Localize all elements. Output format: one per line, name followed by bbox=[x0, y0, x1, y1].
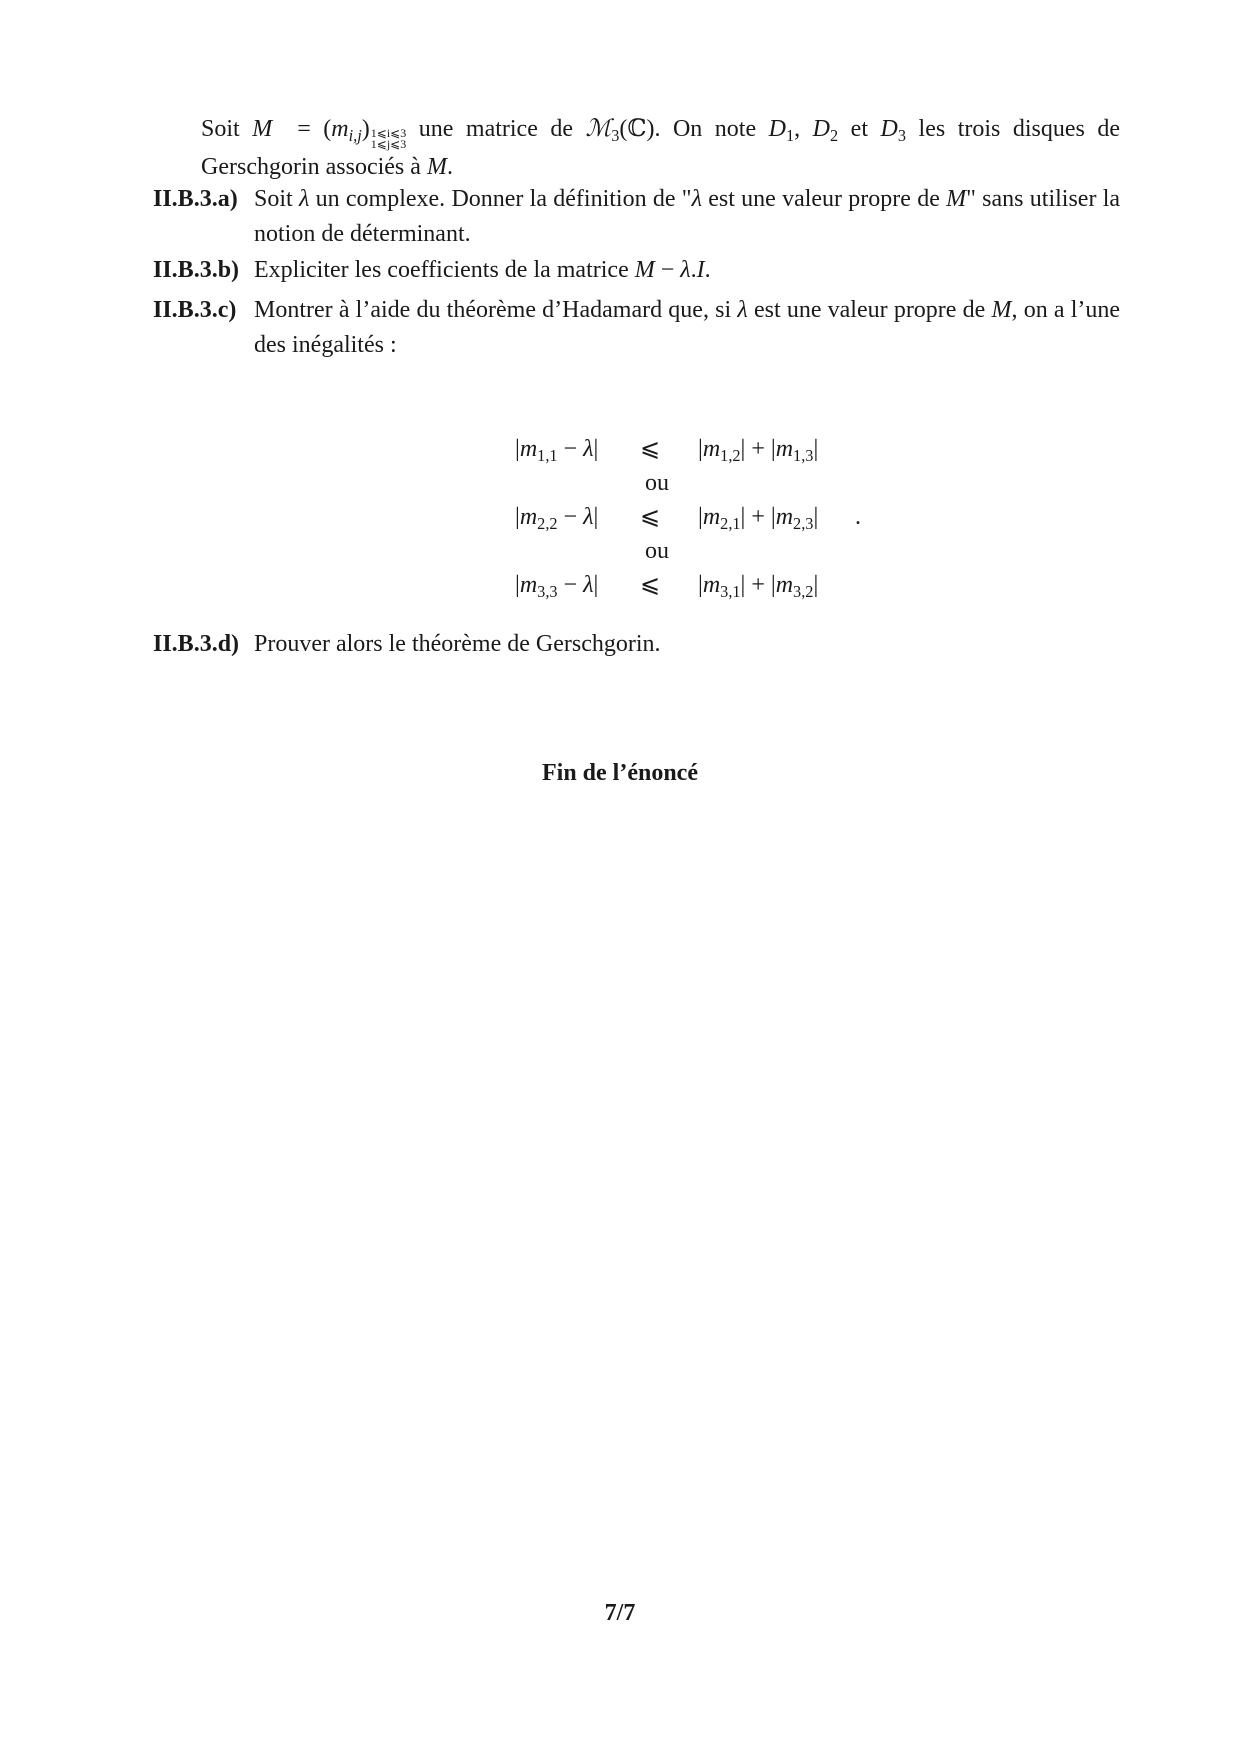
separator-ou-1: ou bbox=[645, 470, 669, 496]
question-d-label: II.B.3.d) bbox=[153, 631, 240, 657]
exam-page: Soit $M = (m_{i,j})$ 1⩽i⩽3 1⩽j⩽3 une matrice de ℳ$_3$(ℂ). On note $D_1$, $D_2$ et $D_3$ les trois disques de Gerschgorin associés à M. II.B.3.a) Soit λ un complexe. Donner la définition de "λ est une valeur propre de M" sans utiliser la notion de déterminant. II.B.3.b) Expliciter les coefficients de la matrice M − λ.I. II.B.3.c) Montrer à l’aide du théorème d’Hadamard que, si λ est une valeur propre de M, on a l’une des inégalités : $|m_{1,1} - \lambda|$ ⩽ $|m_{1,2}| + |m_{1,3}|$ ou $|m_{2,2} - \lambda|$ ⩽ $|m_{2,1}| + |m_{2,3}|$ . ou $|m_{3,3} - \lambda|$ ⩽ $|m_{3,1}| + |m_{3,2}|$ II.B.3.d) Prouver alors le théorème de Gerschgorin. Fin de l’énoncé 7/7 bbox=[0, 0, 1240, 1754]
question-a bbox=[153, 182, 1120, 252]
question-b bbox=[153, 253, 1120, 288]
page-number: 7/7 bbox=[604, 1600, 636, 1626]
intro-text-1: Soit bbox=[201, 116, 240, 142]
intro-text-4: et bbox=[850, 116, 868, 142]
intro-text-3: . On note bbox=[654, 116, 757, 142]
intro-text-2: une matrice de bbox=[418, 116, 574, 142]
math-M: M bbox=[252, 116, 273, 142]
question-a-text: Soit λ un complexe. Donner la définition de "λ est une valeur propre de M" sans utiliser la notion de déterminant. bbox=[254, 186, 1121, 247]
separator-ou-2: ou bbox=[645, 538, 669, 564]
question-d bbox=[153, 627, 1120, 662]
question-d-text: Prouver alors le théorème de Gerschgorin. bbox=[254, 631, 661, 657]
question-c-text: Montrer à l’aide du théorème d’Hadamard que, si λ est une valeur propre de M, on a l’une des inégalités : bbox=[254, 297, 1121, 358]
question-a-label: II.B.3.a) bbox=[153, 186, 238, 212]
matrix-index-range: 1⩽i⩽3 1⩽j⩽3 bbox=[370, 126, 407, 151]
math-M3C: ℳ$_3$(ℂ) bbox=[585, 116, 655, 145]
question-b-text: Expliciter les coefficients de la matrice M − λ.I. bbox=[254, 257, 711, 283]
intro-text-5: les trois disques de Gerschgorin associés à bbox=[201, 116, 1121, 180]
end-of-statement: Fin de l’énoncé bbox=[542, 760, 698, 786]
question-b-label: II.B.3.b) bbox=[153, 257, 240, 283]
question-c bbox=[153, 293, 1120, 363]
question-c-label: II.B.3.c) bbox=[153, 297, 237, 323]
intro-paragraph: Soit $M = (m_{i,j})$ 1⩽i⩽3 1⩽j⩽3 une matrice de ℳ$_3$(ℂ). On note $D_1$, $D_2$ et $D_3$ les trois disques de Gerschgorin associés à M. bbox=[201, 116, 1121, 180]
